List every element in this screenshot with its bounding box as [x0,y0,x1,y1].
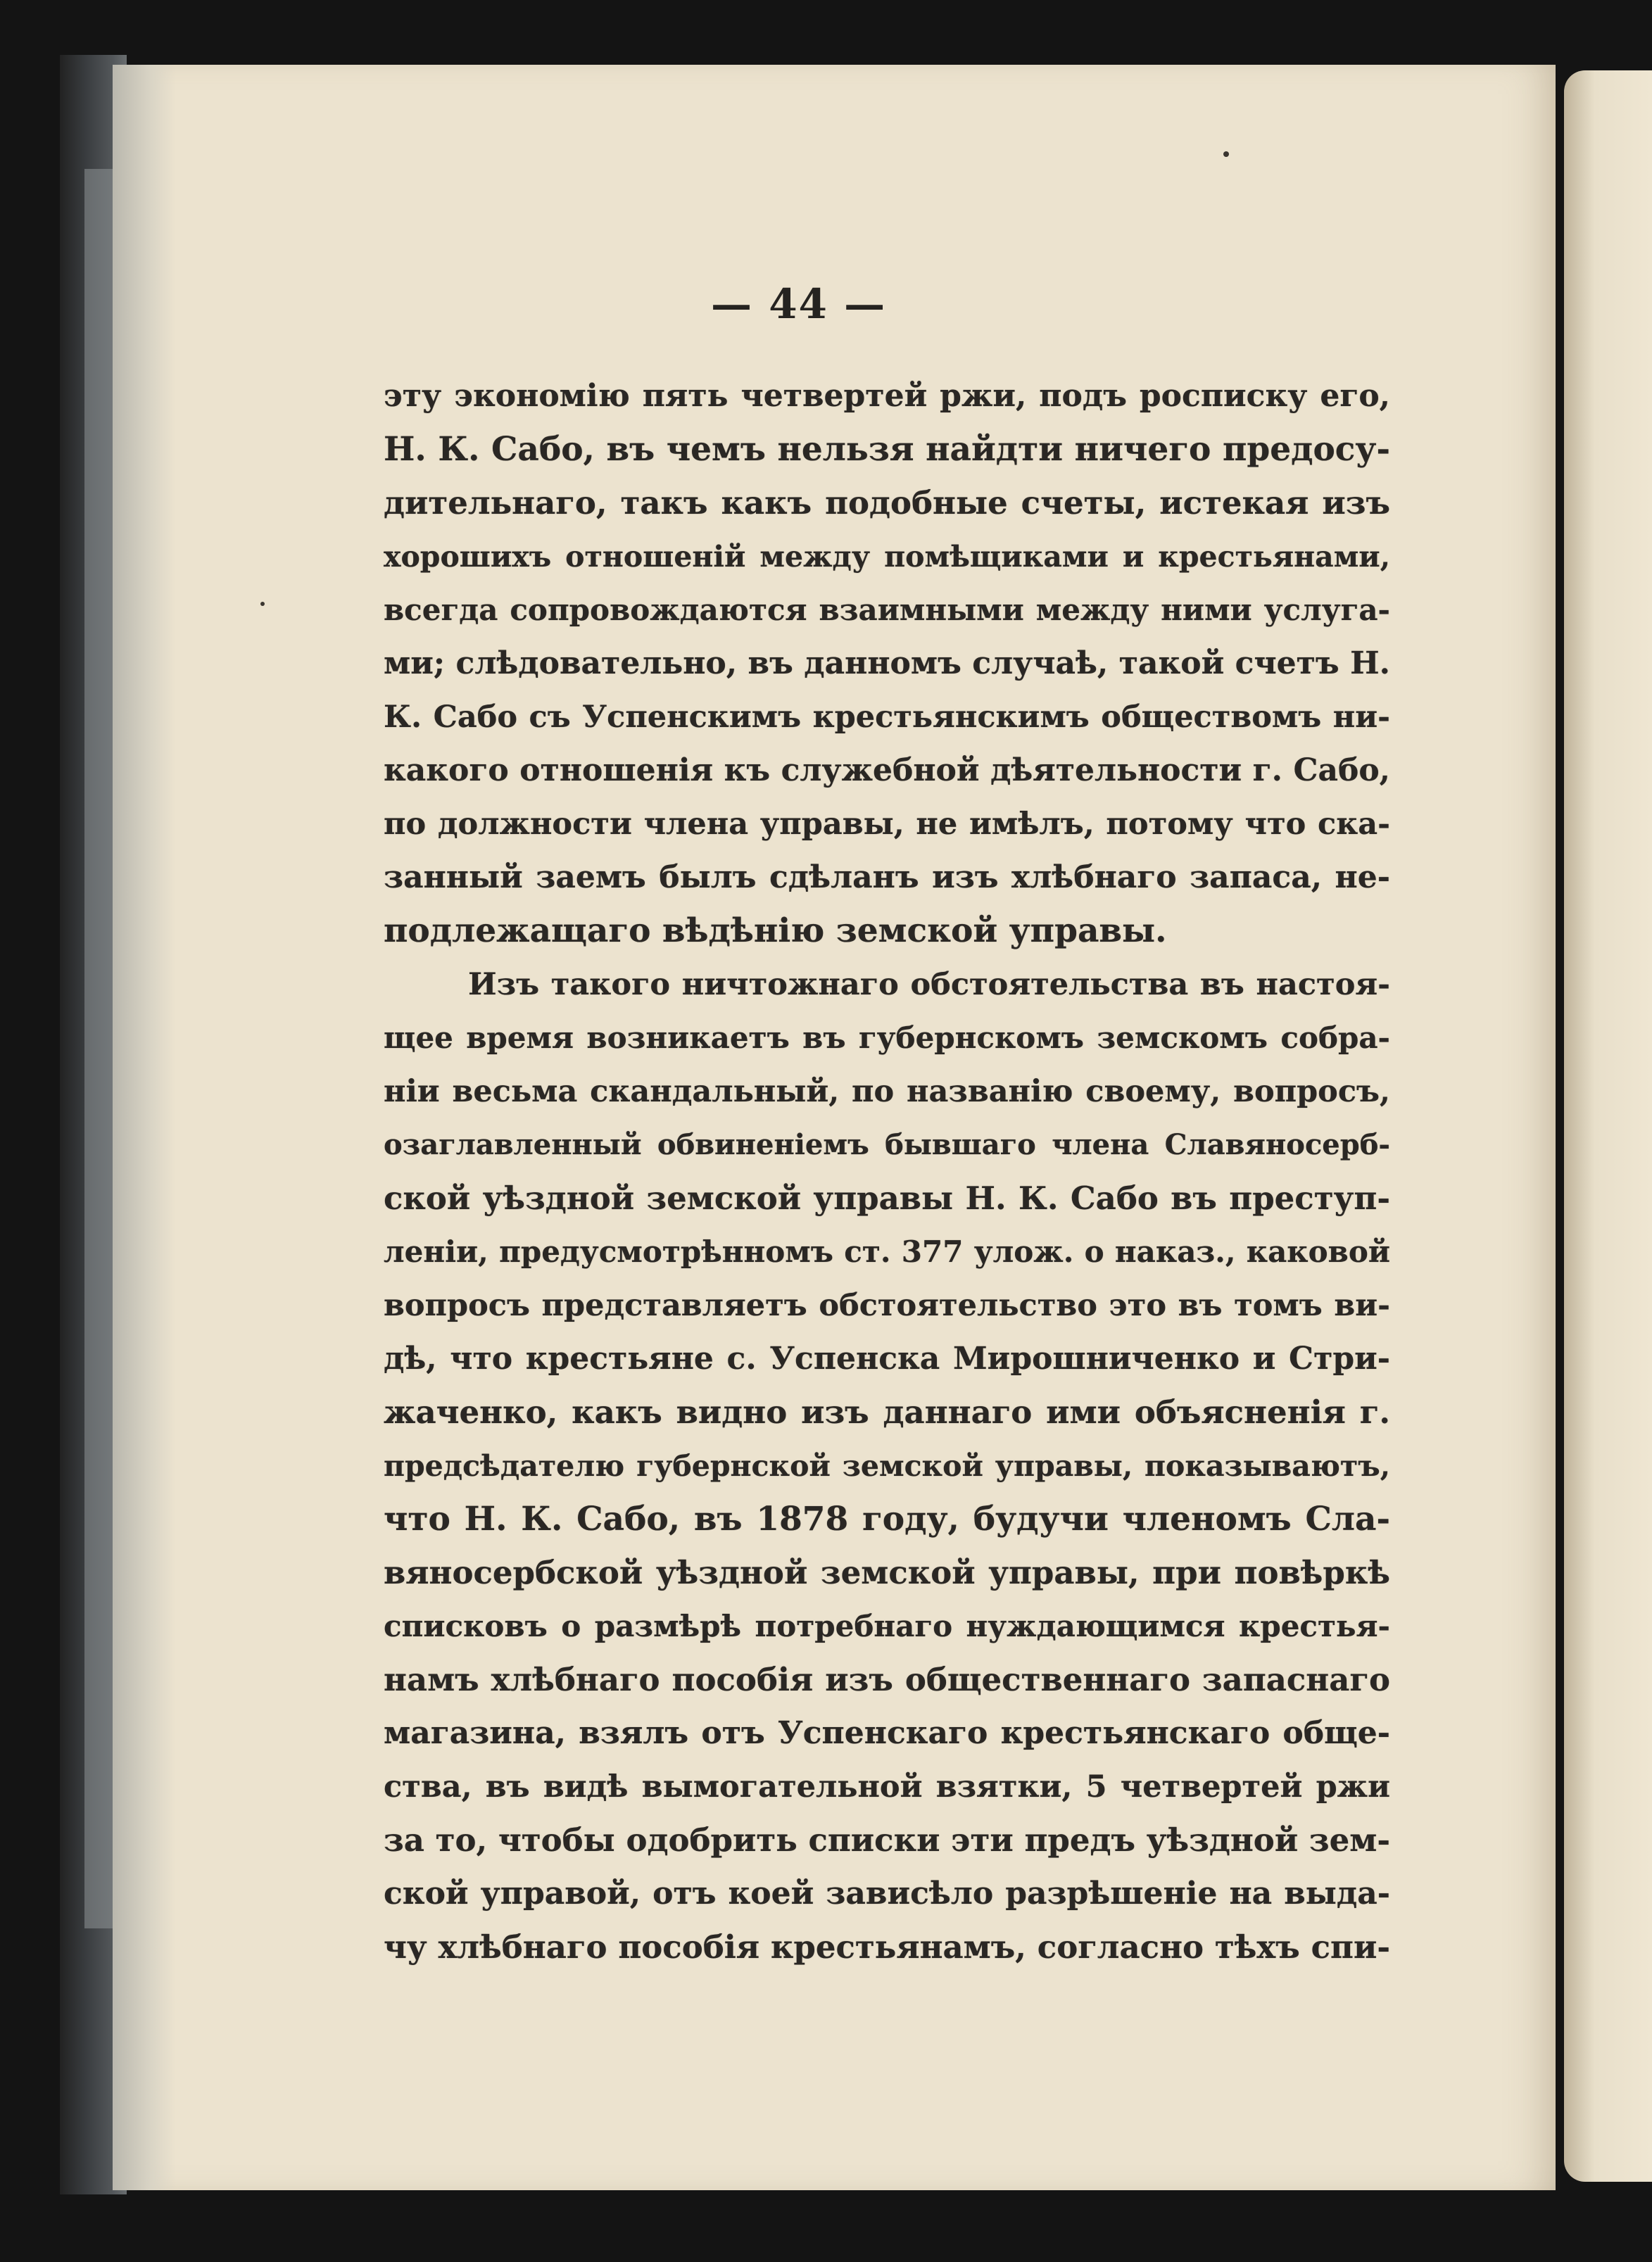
text-line: вопросъ представляетъ обстоятельство это въ томъ ви- [384,1288,1390,1323]
text-line: магазина, взялъ отъ Успенскаго крестьянскаго обще- [384,1715,1390,1751]
text-line: ства, въ видѣ вымогательной взятки, 5 четвертей ржи [384,1769,1390,1805]
page-number: — 44 — [711,280,887,328]
text-line: ской управой, отъ коей зависѣло разрѣшеніе на выда- [384,1876,1390,1912]
text-line: вяносербской уѣздной земской управы, при повѣркѣ [384,1554,1390,1591]
text-line: занный заемъ былъ сдѣланъ изъ хлѣбнаго запаса, не- [384,859,1390,895]
text-line: ніи весьма скандальный, по названію своему, вопросъ, [384,1074,1390,1109]
text-line: дительнаго, такъ какъ подобные счеты, истекая изъ [384,484,1390,522]
page-gutter-shadow [113,65,176,2190]
text-line: по должности члена управы, не имѣлъ, потому что ска- [384,807,1390,842]
text-line: намъ хлѣбнаго пособія изъ общественнаго запаснаго [384,1661,1390,1698]
next-page-edge [1564,70,1652,2182]
text-line: жаченко, какъ видно изъ даннаго ими объясненія г. [384,1394,1390,1431]
text-line: предсѣдателю губернской земской управы, показываютъ, [384,1449,1390,1483]
text-line: щее время возникаетъ въ губернскомъ земскомъ собра- [384,1021,1390,1055]
text-line: Изъ такого ничтожнаго обстоятельства въ настоя- [468,967,1390,1002]
text-line: ми; слѣдовательно, въ данномъ случаѣ, такой счетъ Н. [384,645,1390,681]
body-text [384,369,1390,1974]
text-line: озаглавленный обвиненіемъ бывшаго члена Славяносерб- [384,1128,1390,1161]
text-line: Н. К. Сабо, въ чемъ нельзя найдти ничего предосу- [384,430,1390,469]
text-line: какого отношенія къ служебной дѣятельности г. Сабо, [384,752,1390,788]
text-line: что Н. К. Сабо, въ 1878 году, будучи членомъ Сла- [384,1500,1390,1538]
page-speck [1223,151,1229,157]
text-line: К. Сабо съ Успенскимъ крестьянскимъ обществомъ ни- [384,700,1390,735]
text-line: ской уѣздной земской управы Н. К. Сабо въ преступ- [384,1180,1390,1217]
page-speck [260,602,265,606]
text-line: всегда сопровождаются взаимными между ними услуга- [384,593,1390,627]
text-line: хорошихъ отношеній между помѣщиками и крестьянами, [384,540,1390,574]
text-line: за то, чтобы одобрить списки эти предъ уѣздной зем- [384,1821,1390,1859]
text-line: дѣ, что крестьяне с. Успенска Мирошниченко и Стри- [384,1341,1390,1377]
book-cover-band [84,169,113,1928]
text-line: списковъ о размѣрѣ потребнаго нуждающимся крестья- [384,1609,1390,1643]
text-line: эту экономію пять четвертей ржи, подъ росписку его, [384,378,1390,414]
text-line: леніи, предусмотрѣнномъ ст. 377 улож. о наказ., каковой [384,1234,1390,1269]
text-line: подлежащаго вѣдѣнію земской управы. [384,911,1167,950]
text-line: чу хлѣбнаго пособія крестьянамъ, согласно тѣхъ спи- [384,1928,1390,1966]
